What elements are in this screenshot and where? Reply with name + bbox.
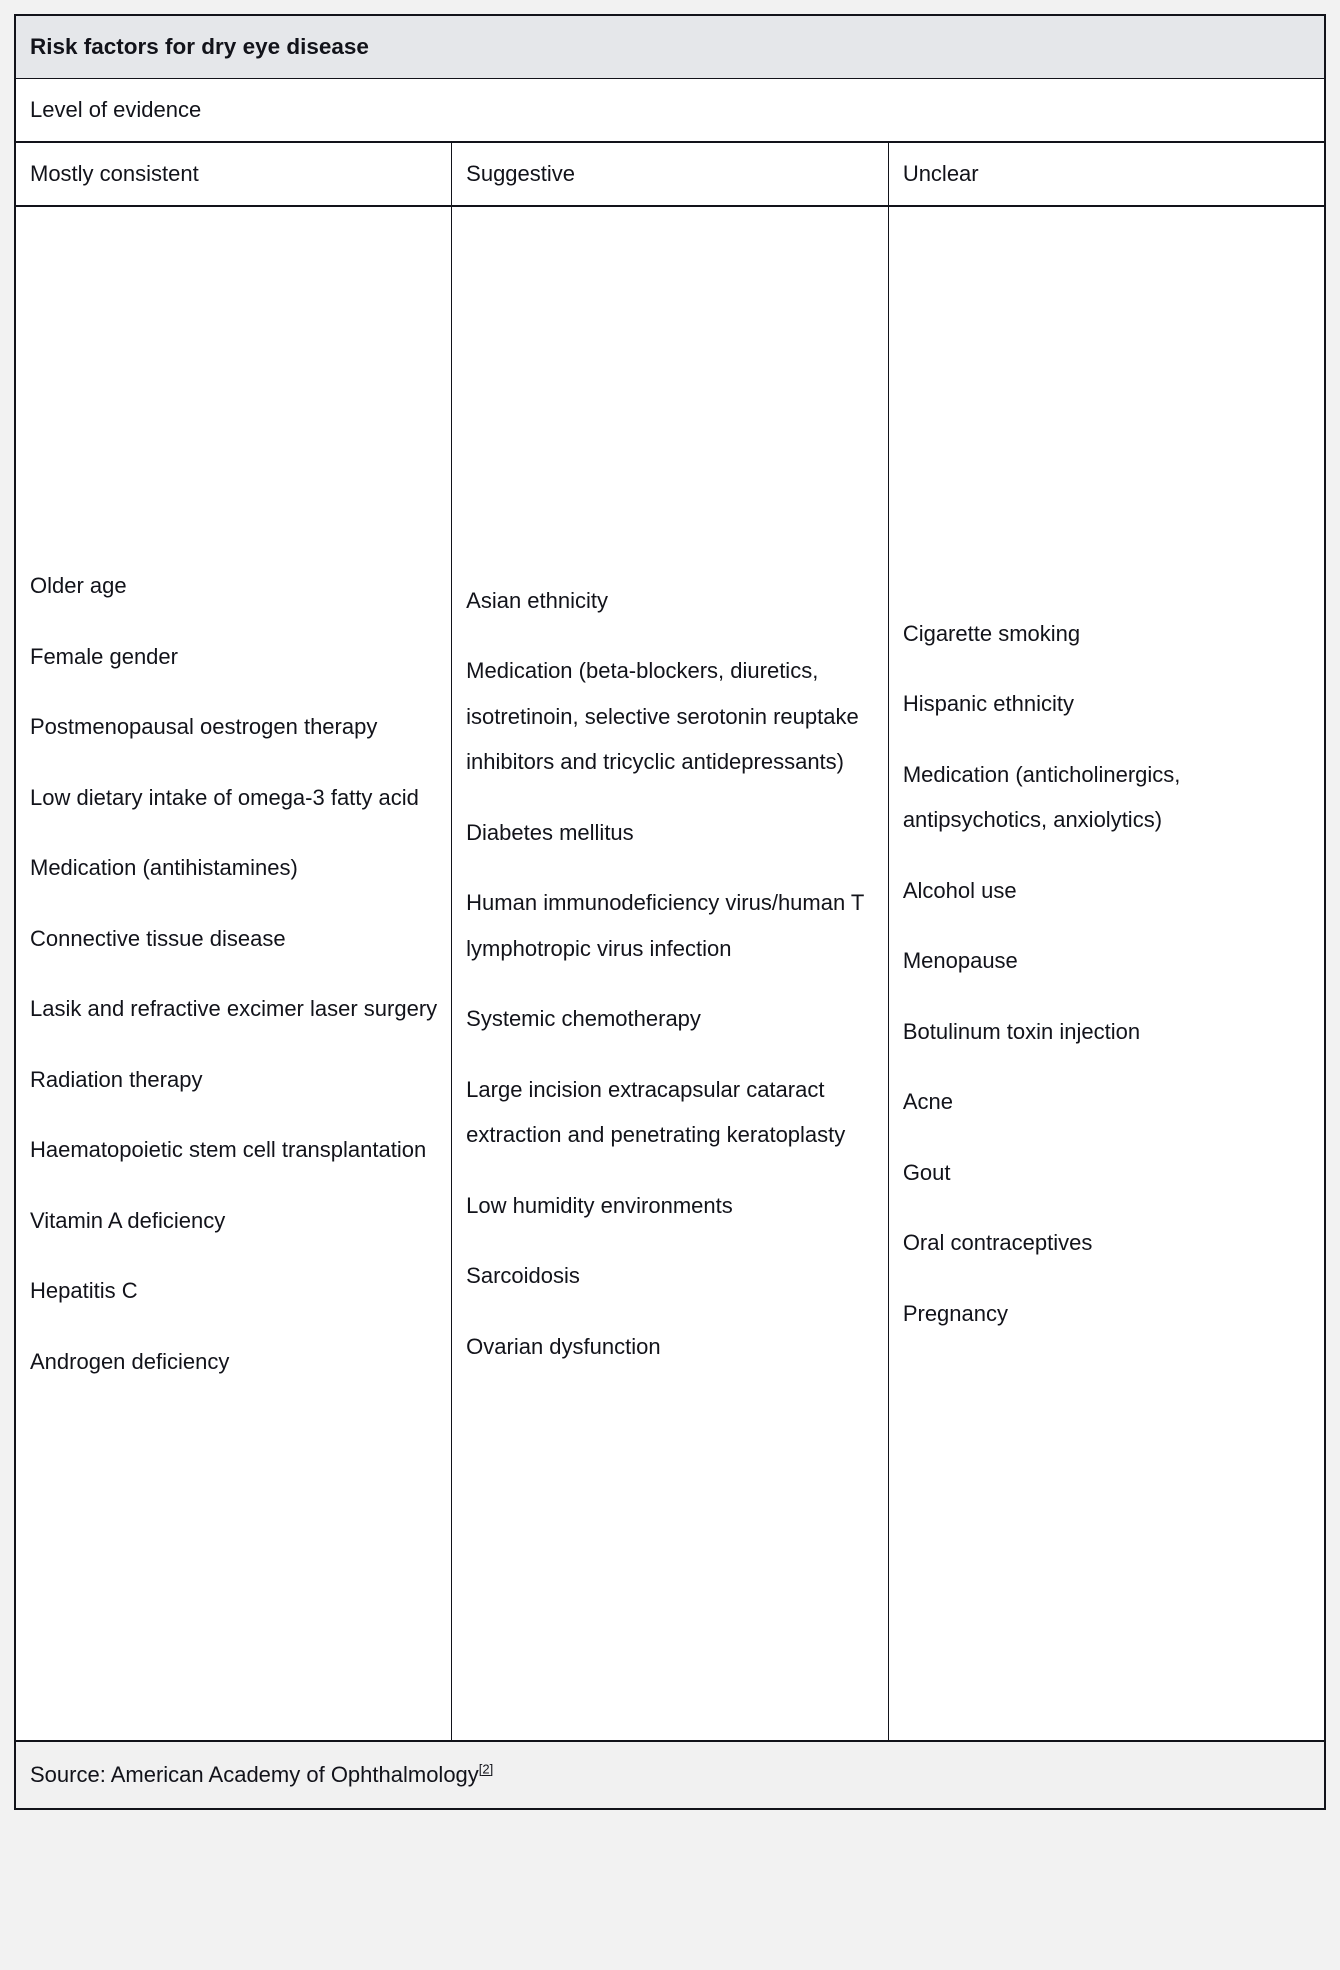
risk-factors-table — [14, 14, 1326, 1810]
list-item: Low humidity environments — [466, 1192, 733, 1218]
level-of-evidence-label: Level of evidence — [15, 79, 1325, 143]
list-item: Vitamin A deficiency — [30, 1207, 226, 1233]
list-item: Radiation therapy — [30, 1066, 203, 1092]
factor-list-mostly-consistent — [30, 563, 437, 1384]
list-item: Large incision extracapsular cataract extraction and penetrating keratoplasty — [466, 1076, 846, 1148]
list-item: Medication (beta-blockers, diuretics, isotretinoin, selective serotonin reuptake inhibitors and tricyclic antidepressants) — [466, 658, 859, 775]
list-item: Acne — [902, 1089, 953, 1115]
list-item: Hispanic ethnicity — [902, 691, 1074, 717]
table-body-row — [15, 206, 1325, 1741]
factor-list-suggestive — [466, 578, 874, 1370]
list-item: Medication (antihistamines) — [30, 855, 298, 880]
list-item: Hepatitis C — [30, 1278, 138, 1303]
list-item: Botulinum toxin injection — [902, 1018, 1141, 1044]
source-cell — [15, 1741, 1325, 1809]
level-of-evidence-row — [15, 79, 1325, 143]
cell-suggestive — [452, 206, 889, 1741]
list-item: Gout — [902, 1159, 951, 1185]
list-item: Haematopoietic stem cell transplantation — [30, 1137, 427, 1162]
list-item: Connective tissue disease — [30, 925, 286, 951]
list-item: Female gender — [30, 643, 178, 669]
table-title-row — [15, 15, 1325, 79]
column-header-suggestive: Suggestive — [452, 142, 889, 206]
list-item: Systemic chemotherapy — [466, 1006, 701, 1032]
source-text: Source: American Academy of Ophthalmology — [30, 1762, 479, 1787]
table-title: Risk factors for dry eye disease — [15, 15, 1325, 79]
column-header-row — [15, 142, 1325, 206]
list-item: Sarcoidosis — [466, 1263, 580, 1289]
list-item: Lasik and refractive excimer laser surgery — [30, 996, 438, 1021]
list-item: Oral contraceptives — [902, 1230, 1093, 1256]
list-item: Human immunodeficiency virus/human T lymphotropic virus infection — [466, 890, 864, 961]
list-item: Menopause — [902, 948, 1018, 974]
list-item: Asian ethnicity — [466, 587, 609, 613]
list-item: Pregnancy — [902, 1300, 1008, 1326]
table-source-row — [15, 1741, 1325, 1809]
list-item: Postmenopausal oestrogen therapy — [30, 714, 378, 739]
list-item: Older age — [30, 573, 127, 598]
list-item: Alcohol use — [902, 877, 1017, 903]
list-item: Medication (anticholinergics, antipsychotics, anxiolytics) — [902, 761, 1181, 833]
list-item: Androgen deficiency — [30, 1348, 230, 1374]
column-header-mostly-consistent: Mostly consistent — [15, 142, 452, 206]
list-item: Low dietary intake of omega-3 fatty acid — [30, 784, 419, 810]
citation-link[interactable]: [2] — [478, 1761, 494, 1777]
column-header-unclear: Unclear — [888, 142, 1325, 206]
list-item: Ovarian dysfunction — [466, 1333, 661, 1359]
cell-mostly-consistent — [15, 206, 452, 1741]
citation-superscript[interactable] — [479, 1762, 493, 1777]
cell-unclear — [888, 206, 1325, 1741]
list-item: Diabetes mellitus — [466, 819, 634, 845]
list-item: Cigarette smoking — [902, 620, 1081, 646]
factor-list-unclear — [903, 611, 1310, 1337]
